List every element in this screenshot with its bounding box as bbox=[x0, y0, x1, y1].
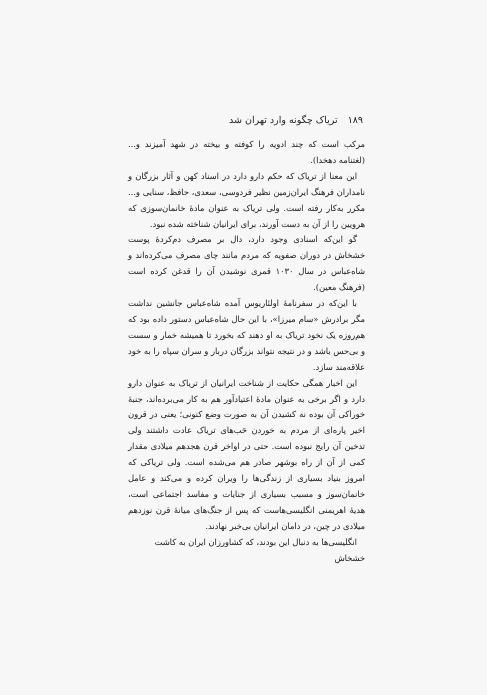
paragraph: انگلیسی‌ها به دنبال این بودند، که کشاورزان ایران به کاشت خشخاش bbox=[154, 536, 365, 563]
body-text bbox=[128, 137, 365, 566]
paragraph: این اخبار همگی حکایت از شناخت ایرانیان از تریاک به عنوان دارو دارد و اگر برخی به عنوان مادهٔ اعتیادآور هم به کار می‌برده‌اند، جنبهٔ خوراکی آن بوده نه کشیدن آن به صورت وضع کنونی؛ یعنی در قرون اخیر پاره‌ای از مردم به خوردن حَب‌های تریاک عادت داشتند ولی تدخین آن رایج نبوده است. حتی در اواخر قرن هجدهم میلادی مقدار کمی از آن از راه بوشهر صادر هم می‌شده است. ولی تریاکی که امروز بنیاد بسیاری از زندگی‌ها را ویران کرده و می‌کند و عامل خانمان‌سوز و مسبب بسیاری از جنایات و مفاسد اجتماعی است، هدیهٔ اهریمنی انگلیسی‌هاست که پس از جنگ‌های میانهٔ قرن نوزدهم میلادی در چین، در دامان ایرانیان بی‌خبر نهادند. bbox=[128, 377, 365, 531]
paragraph: مرکب است که چند ادویه را کوفته و بیخته در شهد آمیزند و... (لغتنامه دهخدا). bbox=[128, 139, 365, 165]
running-header bbox=[131, 113, 363, 127]
paragraph: این معنا از تریاک که حکم دارو دارد در اسناد کهن و آثار بزرگان و نامداران فرهنگ ایران‌زمین نظیر فردوسی، سعدی، حافظ، سنایی و... مکرر به‌کار رفته است. ولی تریاک به عنوان مادهٔ خانمان‌سوزی که هرویین را از آن به دست آورند، برای ایرانیان شناخته شده نبود. bbox=[128, 170, 365, 229]
paragraph: گو این‌که اسنادی وجود دارد، دال بر مصرف دم‌کردهٔ پوست خشخاش در دوران صفویه که مردم مانند چای مصرف می‌کرده‌اند و شاه‌عباس در سال ۱۰۳۰ قمری نوشیدن آن را قدغن کرده است (فرهنگ معین). bbox=[128, 234, 365, 293]
running-title: تریاک چگونه وارد تهران شد bbox=[229, 114, 338, 126]
paragraph: با این‌که در سفرنامهٔ اولئاریوس آمده شاه‌عباس جانشین نداشت مگر برادرش «سام میرزا»، با این حال شاه‌عباس دستور داده بود که هم‌روزه یک نخود تریاک به او دهند که بخورد تا همیشه خمار و سست و بی‌حس باشد و در نتیجه نتواند بزرگان دربار و سران سپاه را به خود علاقه‌مند سازد. bbox=[128, 298, 365, 372]
page-number: ۱۸۹ bbox=[347, 114, 363, 126]
